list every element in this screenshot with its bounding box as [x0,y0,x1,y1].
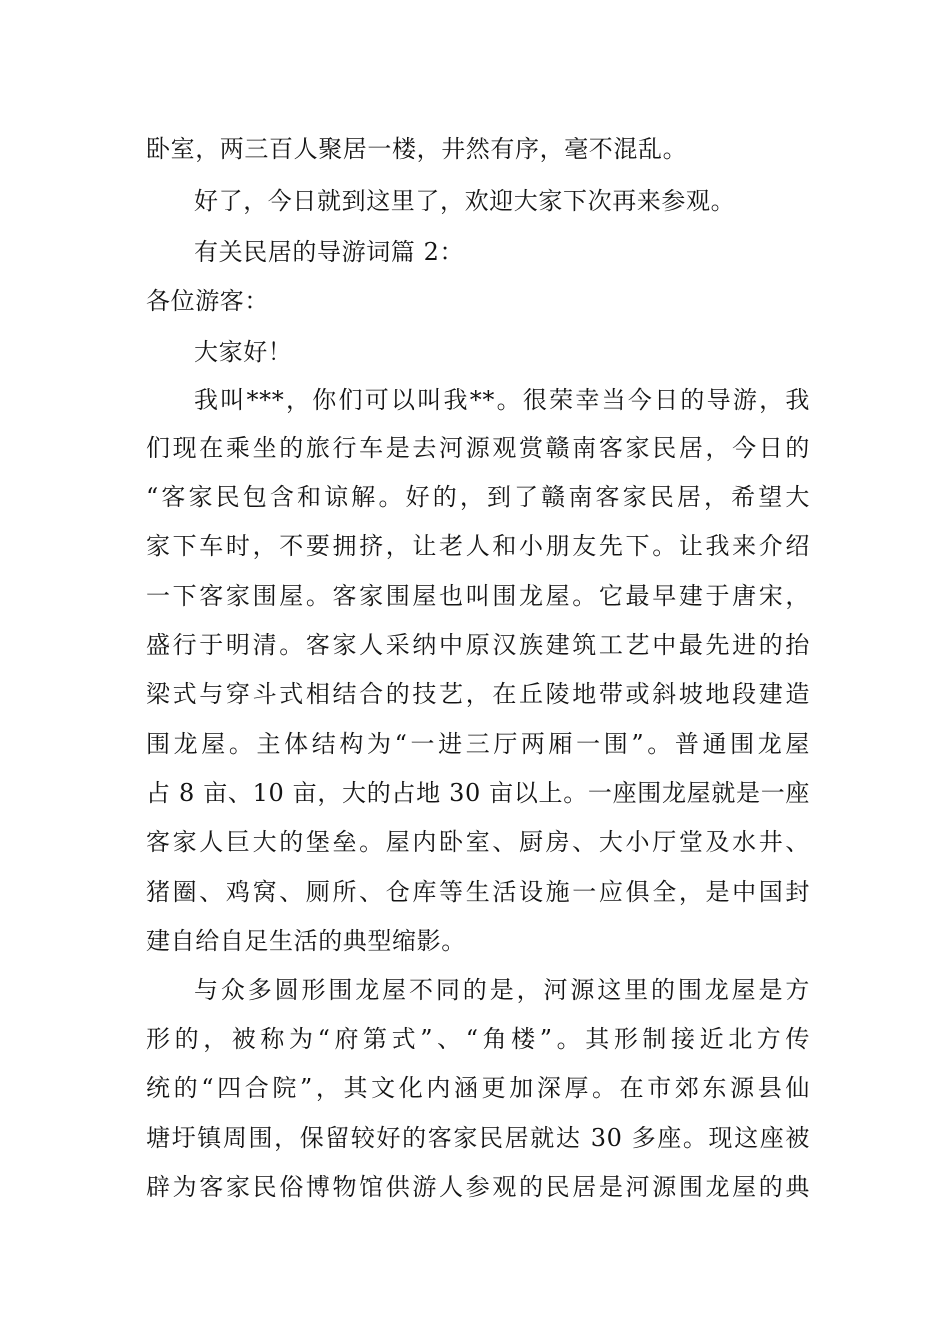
text-line: 梁式与穿斗式相结合的技艺，在丘陵地带或斜坡地段建造 [146,680,810,708]
text-line: 塘圩镇周围，保留较好的客家民居就达 30 多座。现这座被 [146,1124,810,1152]
text-line: 们现在乘坐的旅行车是去河源观赏赣南客家民居，今日的 [146,434,810,462]
text-line: 我叫***，你们可以叫我**。很荣幸当今日的导游，我 [194,386,810,414]
text-line: 家下车时，不要拥挤，让老人和小朋友先下。让我来介绍 [146,532,810,560]
salutation: 各位游客： [146,287,269,315]
text-line: 建自给自足生活的典型缩影。 [146,927,466,955]
text-line: 盛行于明清。客家人采纳中原汉族建筑工艺中最先进的抬 [146,631,810,659]
text-line: 好了，今日就到这里了，欢迎大家下次再来参观。 [194,187,736,215]
text-line: 卧室，两三百人聚居一楼，井然有序，毫不混乱。 [146,135,688,163]
text-line: 占 8 亩、10 亩，大的占地 30 亩以上。一座围龙屋就是一座 [146,779,810,807]
text-line: 一下客家围屋。客家围屋也叫围龙屋。它最早建于唐宋， [146,582,810,610]
text-line: 围龙屋。主体结构为“一进三厅两厢一围”。普通围龙屋 [146,730,810,758]
text-line: 客家人巨大的堡垒。屋内卧室、厨房、大小厅堂及水井、 [146,828,810,856]
section-heading: 有关民居的导游词篇 2： [194,238,465,266]
text-line: 猪圈、鸡窝、厕所、仓库等生活设施一应俱全，是中国封 [146,878,810,906]
text-line: 辟为客家民俗博物馆供游人参观的民居是河源围龙屋的典 [146,1173,810,1201]
text-line: 统的“四合院”，其文化内涵更加深厚。在市郊东源县仙 [146,1074,810,1102]
text-line: “客家民包含和谅解。好的，到了赣南客家民居，希望大 [146,483,810,511]
text-line: 形的，被称为“府第式”、“角楼”。其形制接近北方传 [146,1025,810,1053]
text-line: 与众多圆形围龙屋不同的是，河源这里的围龙屋是方 [194,976,810,1004]
greeting: 大家好！ [194,338,293,366]
